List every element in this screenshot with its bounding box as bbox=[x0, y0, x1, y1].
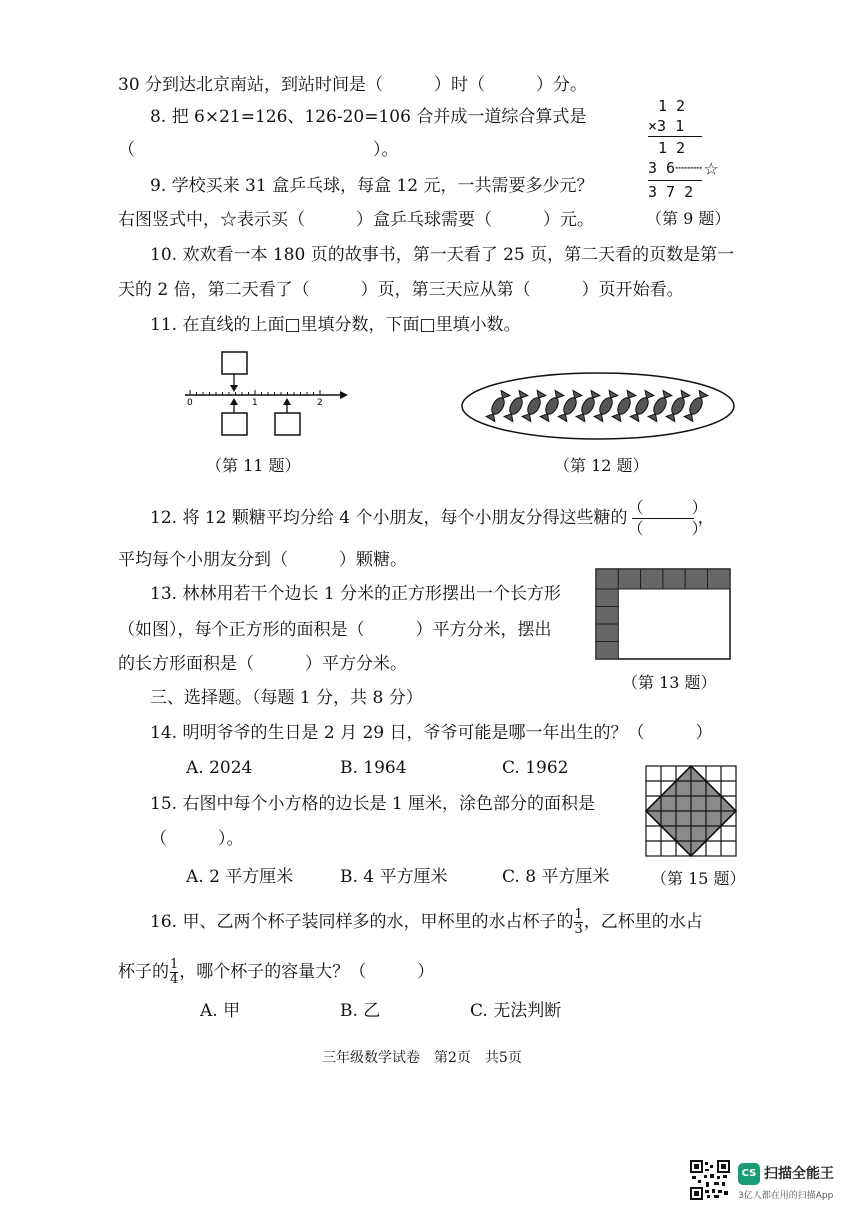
q15-option-a[interactable]: A. 2 平方厘米 bbox=[186, 867, 294, 887]
calc-row-4: 3 6┄┄┄ bbox=[648, 159, 703, 177]
calc-row-2: ×3 1 bbox=[648, 117, 685, 135]
number-line-figure bbox=[180, 345, 350, 440]
fraction-one-third bbox=[574, 908, 582, 937]
question-14: 14. 明明爷爷的生日是 2 月 29 日，爷爷可能是哪一年出生的？（ ） bbox=[150, 723, 713, 743]
question-12-line2: 平均每个小朋友分到（ ）颗糖。 bbox=[118, 550, 407, 570]
axis-arrow-head bbox=[340, 391, 348, 399]
candy-row bbox=[486, 391, 708, 422]
caption-q13: （第 13 题） bbox=[622, 673, 717, 692]
q15-option-b[interactable]: B. 4 平方厘米 bbox=[340, 867, 448, 887]
fraction-one-fourth-denominator: 4 bbox=[170, 972, 179, 987]
q16-option-c[interactable]: C. 无法判断 bbox=[470, 1001, 562, 1021]
fraction-blank-numerator: （ ） bbox=[627, 498, 708, 517]
question-9-line2: 右图竖式中，☆表示买（ ）盒乒乓球需要（ ）元。 bbox=[118, 210, 594, 230]
calc-row-3: 1 2 bbox=[658, 139, 686, 157]
question-16-line2 bbox=[118, 958, 434, 987]
question-10-line2: 天的 2 倍，第二天看了（ ）页，第三天应从第（ ）页开始看。 bbox=[118, 280, 684, 300]
question-12-text: 12. 将 12 颗糖平均分给 4 个小朋友，每个小朋友分得这些糖的 bbox=[150, 508, 628, 528]
question-16-text-c: 杯子的 bbox=[118, 962, 169, 982]
question-11: 11. 在直线的上面□里填分数，下面□里填小数。 bbox=[150, 315, 521, 335]
grid-diamond-figure bbox=[644, 764, 738, 858]
candies-figure bbox=[460, 370, 736, 442]
calc-row-5: 3 7 2 bbox=[648, 183, 694, 201]
question-16-text-a: 16. 甲、乙两个杯子装同样多的水，甲杯里的水占杯子的 bbox=[150, 912, 574, 932]
question-12-comma: ， bbox=[697, 508, 715, 528]
q14-option-b[interactable]: B. 1964 bbox=[340, 758, 407, 778]
answer-box-bottom-left bbox=[222, 413, 247, 435]
q14-option-c[interactable]: C. 1962 bbox=[502, 758, 569, 778]
q16-option-b[interactable]: B. 乙 bbox=[340, 1001, 381, 1021]
page-footer: 三年级数学试卷 第2页 共5页 bbox=[322, 1050, 522, 1066]
fraction-one-fourth-numerator: 1 bbox=[170, 957, 179, 972]
rectangle-tiles-figure bbox=[595, 568, 731, 660]
arrow-top-head bbox=[230, 385, 238, 392]
question-8-line1: 8. 把 6×21=126、126-20=106 合并成一道综合算式是 bbox=[150, 107, 587, 127]
question-15-line2: （ ）。 bbox=[150, 829, 244, 849]
question-15-line1: 15. 右图中每个小方格的边长是 1 厘米，涂色部分的面积是 bbox=[150, 794, 596, 814]
tile-top-row bbox=[596, 569, 730, 589]
question-13-line3: 的长方形面积是（ ）平方分米。 bbox=[118, 654, 407, 674]
scanner-app-tagline: 3亿人都在用的扫描App bbox=[738, 1191, 834, 1201]
caption-q11: （第 11 题） bbox=[206, 456, 301, 475]
answer-box-bottom-right bbox=[275, 413, 300, 435]
q14-option-a[interactable]: A. 2024 bbox=[186, 758, 253, 778]
tick-label-0: 0 bbox=[187, 398, 193, 408]
answer-box-top bbox=[222, 352, 247, 374]
calc-rule-2 bbox=[648, 180, 702, 181]
caption-q12: （第 12 题） bbox=[554, 456, 649, 475]
fraction-one-fourth bbox=[170, 958, 178, 987]
caption-q15: （第 15 题） bbox=[651, 869, 746, 888]
fraction-blank bbox=[627, 498, 708, 538]
fraction-blank-denominator: （ ） bbox=[627, 519, 708, 538]
calc-rule-1 bbox=[648, 136, 702, 137]
question-13-line1: 13. 林林用若干个边长 1 分米的正方形摆出一个长方形 bbox=[150, 584, 562, 604]
fraction-one-third-numerator: 1 bbox=[574, 907, 583, 922]
question-8-answer-blank: （ ）。 bbox=[118, 140, 399, 160]
calc-row-1: 1 2 bbox=[658, 97, 686, 115]
line-q7-tail: 30 分到达北京南站，到站时间是（ ）时（ ）分。 bbox=[118, 75, 588, 95]
question-13-line2: （如图），每个正方形的面积是（ ）平方分米，摆出 bbox=[118, 620, 552, 640]
qr-code-icon bbox=[690, 1160, 730, 1200]
scanner-app-name: 扫描全能王 bbox=[764, 1166, 834, 1182]
q16-option-a[interactable]: A. 甲 bbox=[200, 1001, 241, 1021]
tick-label-2: 2 bbox=[317, 398, 323, 408]
question-9-line1: 9. 学校买来 31 盒乒乓球，每盒 12 元，一共需要多少元？ bbox=[150, 176, 594, 196]
fraction-one-third-denominator: 3 bbox=[574, 922, 583, 937]
question-16-line1 bbox=[150, 908, 703, 937]
tick-label-1: 1 bbox=[252, 398, 258, 408]
grid-lines bbox=[646, 766, 736, 856]
question-16-text-d: ，哪个杯子的容量大？（ ） bbox=[179, 962, 435, 982]
question-10-line1: 10. 欢欢看一本 180 页的故事书，第一天看了 25 页，第二天看的页数是第一 bbox=[150, 245, 735, 265]
star-icon: ☆ bbox=[704, 153, 719, 181]
question-16-text-b: ，乙杯里的水占 bbox=[583, 912, 703, 932]
axis-ticks bbox=[190, 390, 320, 395]
section-3-heading: 三、选择题。（每题 1 分，共 8 分） bbox=[150, 688, 423, 708]
tile-left-column bbox=[596, 589, 618, 659]
cs-logo-icon: CS bbox=[738, 1163, 760, 1185]
question-12-line1 bbox=[150, 499, 715, 538]
q15-option-c[interactable]: C. 8 平方厘米 bbox=[502, 867, 610, 887]
caption-q9: （第 9 题） bbox=[646, 209, 731, 228]
